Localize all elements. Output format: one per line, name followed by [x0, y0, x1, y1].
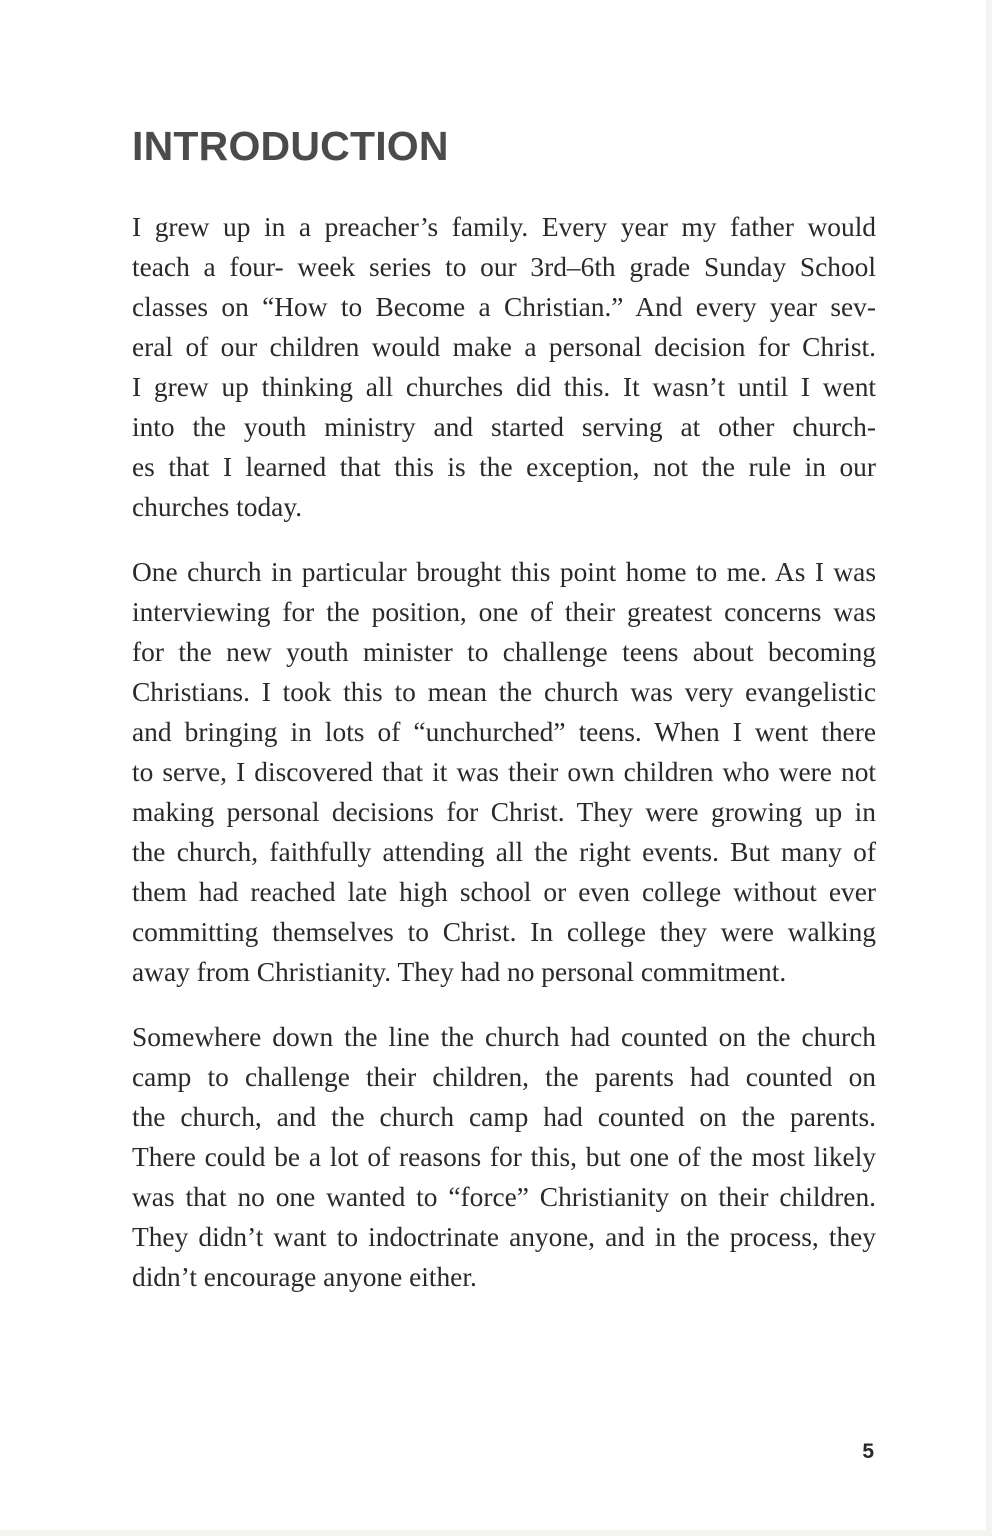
text-line: didn’t encourage anyone either. [132, 1262, 477, 1292]
text-line: Somewhere down the line the church had counted on the church [132, 1022, 876, 1052]
paragraph-3 [132, 1017, 876, 1297]
paragraph-2 [132, 552, 876, 992]
text-line: camp to challenge their children, the parents had counted on [132, 1062, 876, 1092]
text-line: committing themselves to Christ. In college they were walking [132, 917, 876, 947]
text-line: There could be a lot of reasons for this, but one of the most likely [132, 1142, 876, 1172]
text-line: classes on “How to Become a Christian.” And every year sev- [132, 292, 876, 322]
text-line: teach a four- week series to our 3rd–6th grade Sunday School [132, 252, 876, 282]
text-line: One church in particular brought this point home to me. As I was [132, 557, 876, 587]
text-line: and bringing in lots of “unchurched” teens. When I went there [132, 717, 876, 747]
text-line: into the youth ministry and started serving at other church- [132, 412, 876, 442]
text-line: the church, and the church camp had counted on the parents. [132, 1102, 876, 1132]
text-line: I grew up in a preacher’s family. Every year my father would [132, 212, 876, 242]
text-line: them had reached late high school or even college without ever [132, 877, 876, 907]
chapter-heading: INTRODUCTION [132, 123, 449, 169]
text-line: making personal decisions for Christ. They were growing up in [132, 797, 876, 827]
text-line: was that no one wanted to “force” Christianity on their children. [132, 1182, 876, 1212]
text-line: for the new youth minister to challenge teens about becoming [132, 637, 876, 667]
body-text [132, 207, 876, 1322]
text-line: eral of our children would make a personal decision for Christ. [132, 332, 876, 362]
text-line: churches today. [132, 492, 303, 522]
text-line: away from Christianity. They had no personal commitment. [132, 957, 787, 987]
text-line: es that I learned that this is the exception, not the rule in our [132, 452, 876, 482]
text-line: interviewing for the position, one of their greatest concerns was [132, 597, 876, 627]
text-line: I grew up thinking all churches did this. It wasn’t until I went [132, 372, 876, 402]
text-line: to serve, I discovered that it was their own children who were not [132, 757, 876, 787]
text-line: the church, faithfully attending all the right events. But many of [132, 837, 876, 867]
text-line: Christians. I took this to mean the church was very evangelistic [132, 677, 876, 707]
text-line: They didn’t want to indoctrinate anyone, and in the process, they [132, 1222, 876, 1252]
paragraph-1 [132, 207, 876, 527]
page-number: 5 [862, 1440, 874, 1463]
